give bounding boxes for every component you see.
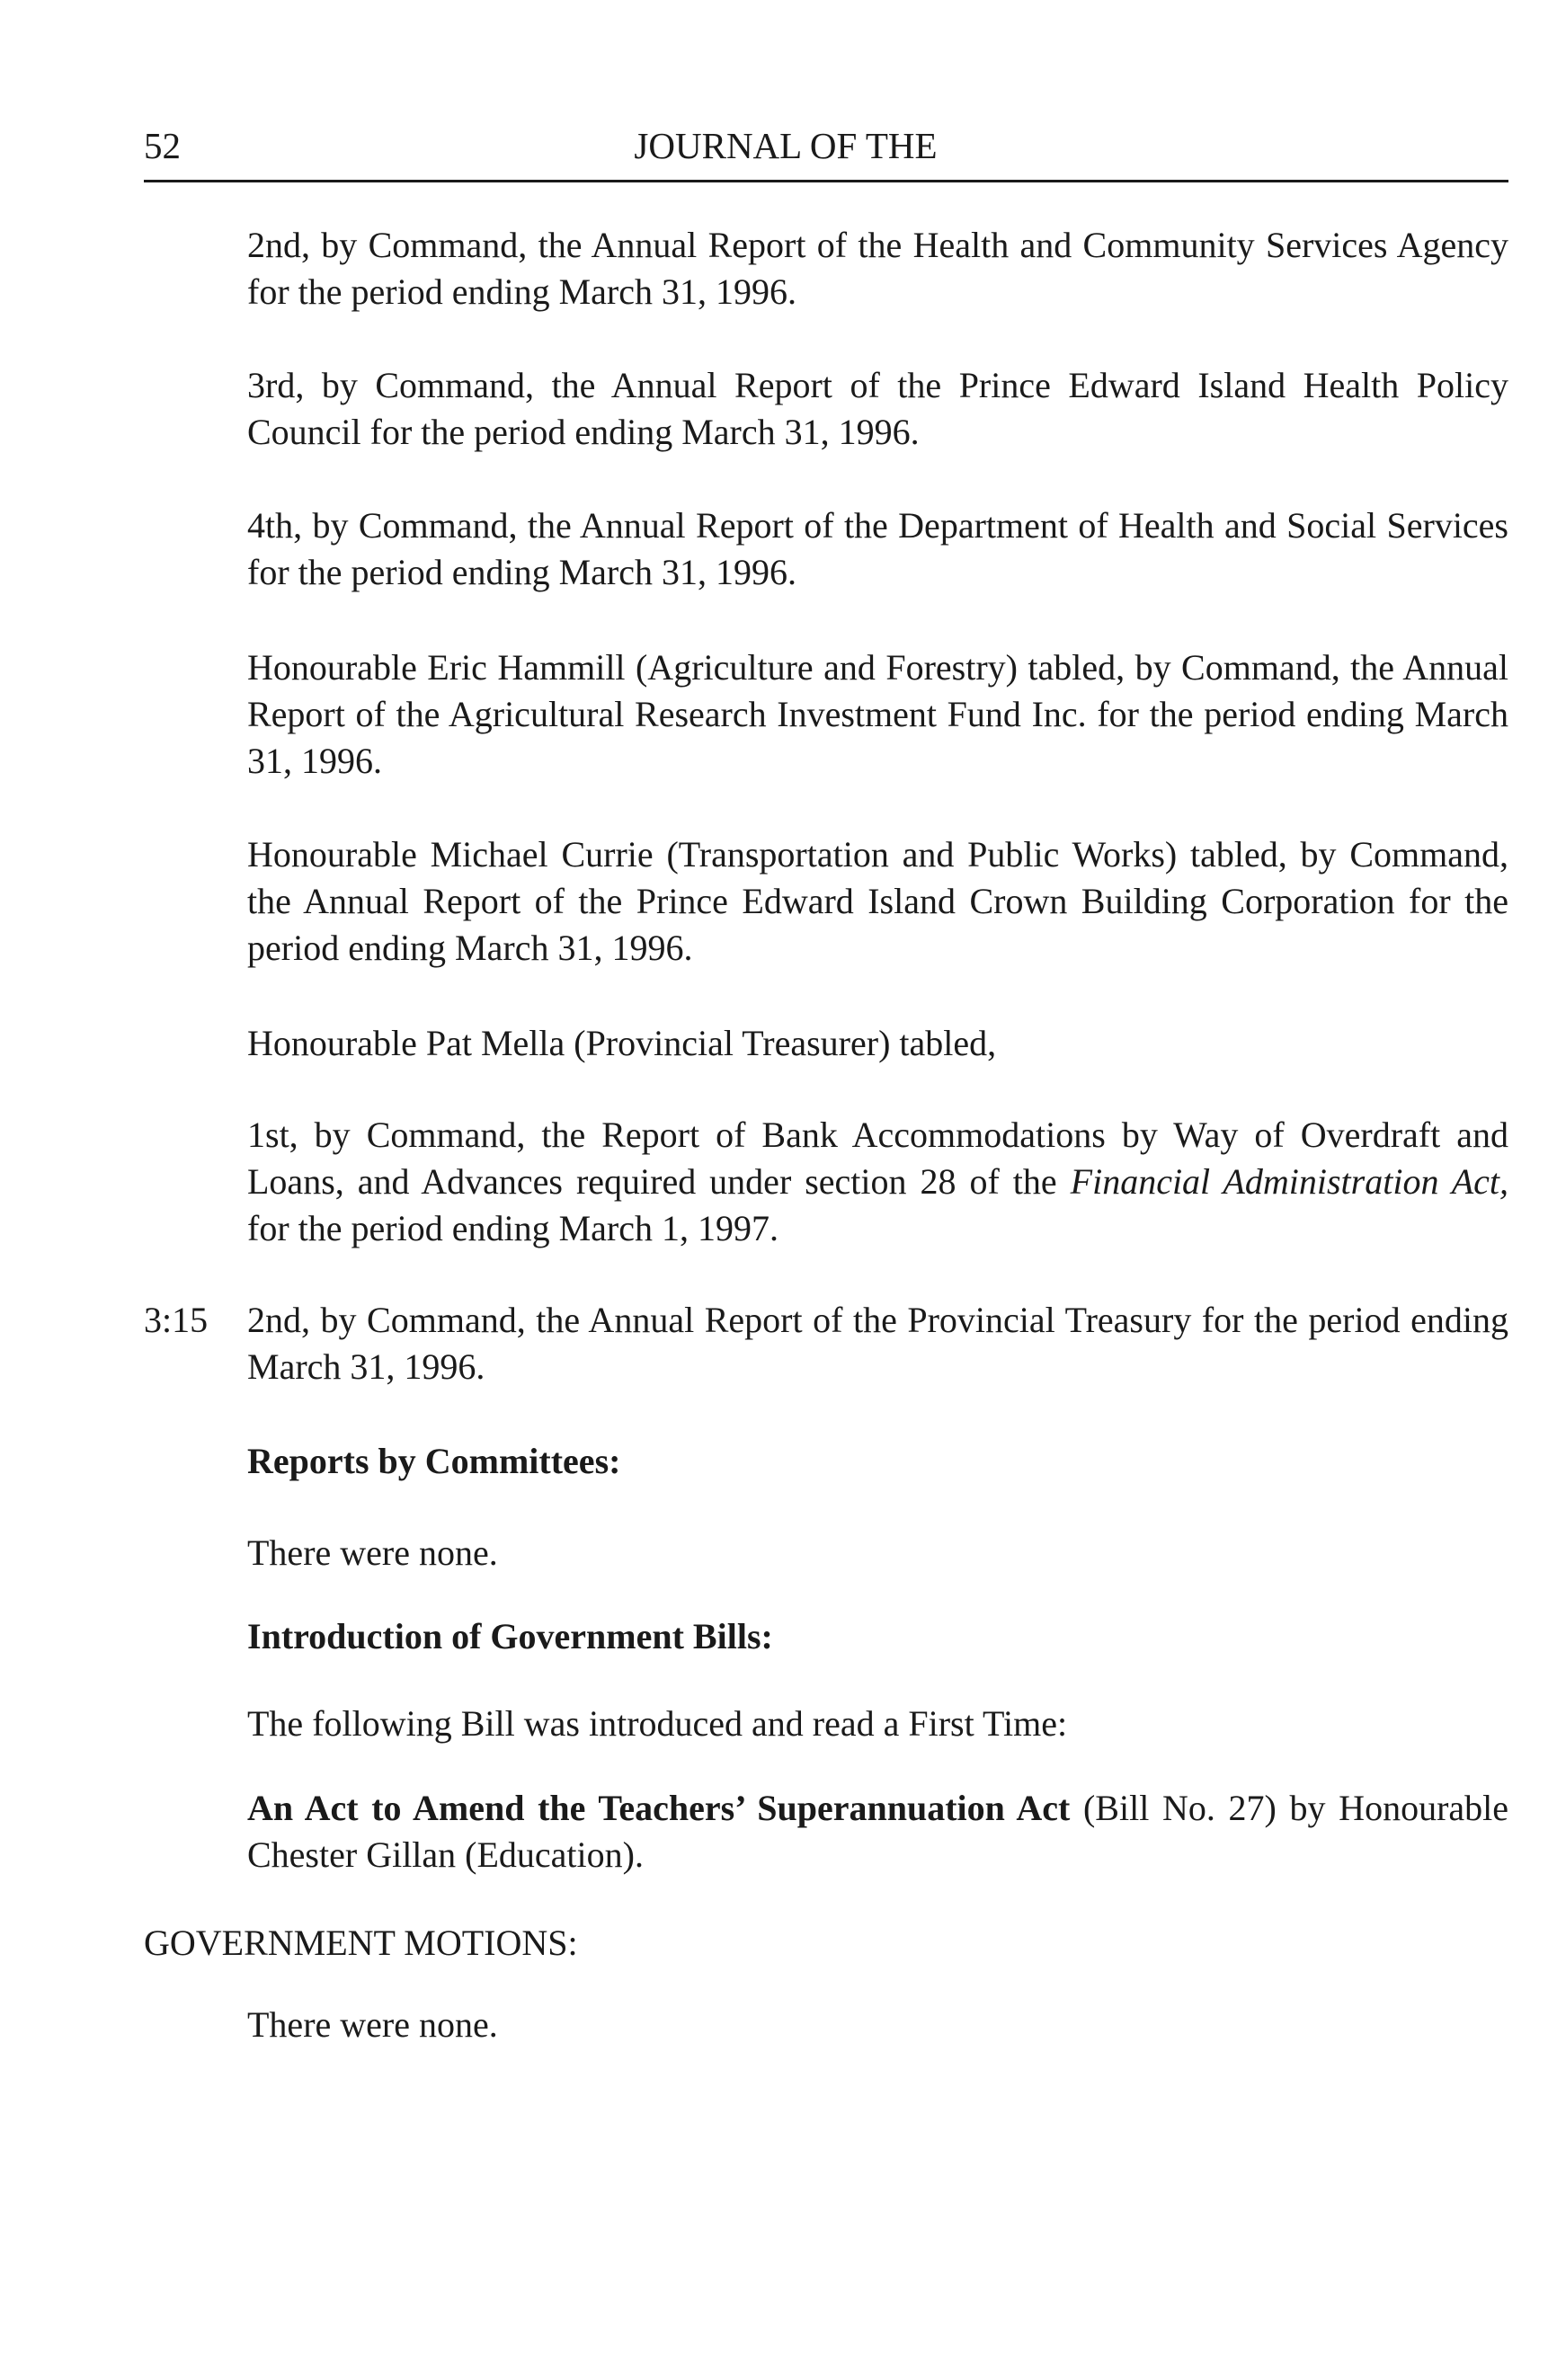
paragraph-2nd-treasury: 2nd, by Command, the Annual Report of the Provincial Treasury for the period ending March 31, 1996.: [247, 1300, 1508, 1387]
page-header: [144, 115, 1508, 174]
bill-details: (Bill No. 27) by Honourable Chester Gillan (Education).: [247, 1788, 1509, 1875]
motions-none-text: There were none.: [247, 2004, 498, 2045]
paragraph-hammill: Honourable Eric Hammill (Agriculture and Forestry) tabled, by Command, the Annual Report of the Agricultural Research Investment Fund Inc. for the period ending March 31, 1996.: [247, 647, 1508, 781]
paragraph-3rd-health-policy: 3rd, by Command, the Annual Report of the Prince Edward Island Health Policy Council for the period ending March 31, 1996.: [247, 365, 1508, 452]
paragraph-mella: Honourable Pat Mella (Provincial Treasurer) tabled,: [247, 1023, 997, 1063]
header-rule: [144, 180, 1508, 182]
bills-intro-text: The following Bill was introduced and read a First Time:: [247, 1703, 1068, 1744]
paragraph-4th-health-social: 4th, by Command, the Annual Report of the Department of Health and Social Services for the period ending March 31, 1996.: [247, 505, 1508, 592]
reports-none-text: There were none.: [247, 1532, 498, 1573]
bank-text-end: for the period ending March 1, 1997.: [247, 1208, 778, 1248]
bill-entry: [247, 1785, 1508, 1878]
bank-text-start: 1st, by Command, the Report of Bank Accommodations by Way of Overdraft and Loans, and Advances required under section 28 of the: [247, 1115, 1508, 1202]
margin-time-stamp: 3:15: [144, 1300, 209, 1340]
page-number: 52: [144, 125, 181, 166]
heading-reports-by-committees: Reports by Committees:: [247, 1441, 621, 1481]
heading-introduction-government-bills: Introduction of Government Bills:: [247, 1616, 773, 1656]
paragraph-2nd-health-agency: 2nd, by Command, the Annual Report of the Health and Community Services Agency for the period ending March 31, 1996.: [247, 225, 1508, 312]
act-title-italic: Financial Administration Act,: [1070, 1161, 1508, 1202]
paragraph-1st-bank-accommodations: [247, 1112, 1508, 1252]
heading-government-motions: GOVERNMENT MOTIONS:: [144, 1923, 578, 1963]
bill-title: An Act to Amend the Teachers’ Superannuation Act: [247, 1788, 1071, 1828]
paragraph-currie: Honourable Michael Currie (Transportation and Public Works) tabled, by Command, the Annual Report of the Prince Edward Island Crown Building Corporation for the period ending March 31, 1996.: [247, 834, 1508, 968]
running-title: JOURNAL OF THE: [634, 125, 938, 166]
